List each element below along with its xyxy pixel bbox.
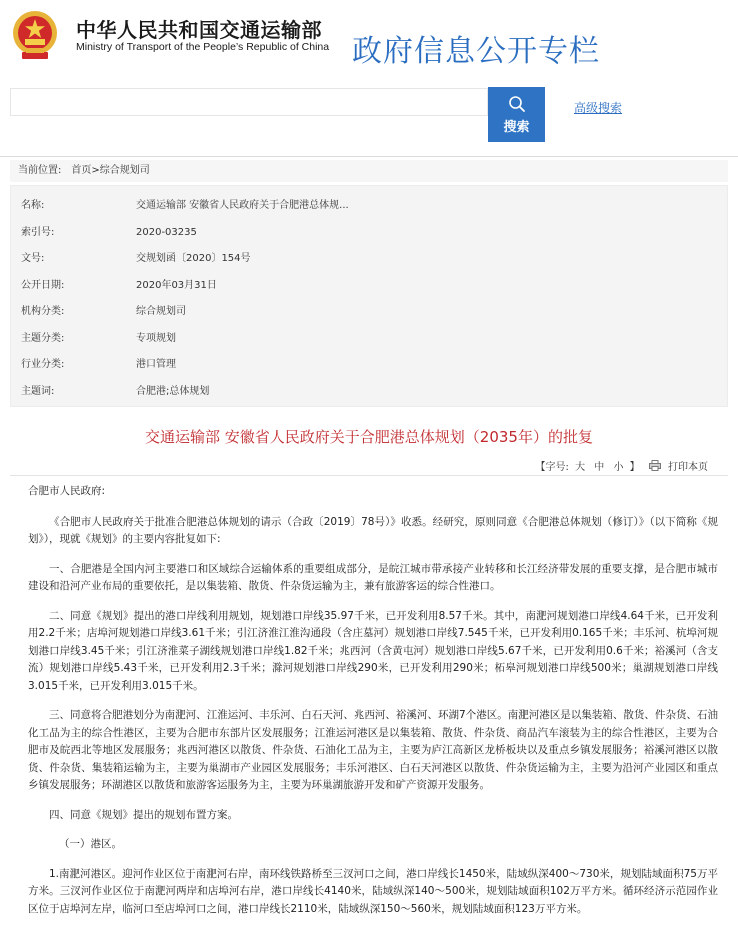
meta-row-doc-number [11,246,727,273]
document-title: 交通运输部 安徽省人民政府关于合肥港总体规划（2035年）的批复 [145,428,593,446]
divider [0,156,738,157]
breadcrumb-home[interactable]: 首页 [71,165,92,176]
font-size-bar [536,458,709,473]
breadcrumb-current[interactable]: 综合规划司 [99,165,150,176]
meta-value: 2020年03月31日 [136,279,217,291]
font-size-small[interactable]: 小 [613,462,624,473]
font-size-medium[interactable]: 中 [594,462,605,473]
meta-value: 交规划函〔2020〕154号 [136,253,251,264]
divider [10,475,728,476]
breadcrumb [10,160,728,182]
article-paragraph: 《合肥市人民政府关于批准合肥港总体规划的请示（合政〔2019〕78号）》收悉。经研究，原则同意《合肥港总体规划（修订）》（以下简称《规划》），现就《规划》的主要内容批复如下: [28,515,718,545]
article-body [28,483,718,930]
meta-label: 索引号: [21,226,55,238]
article-paragraph: 1.南淝河港区。迎河作业区位于南淝河右岸，南环线铁路桥至三汊河口之间，港口岸线长1450米，陆域纵深400～730米，规划陆域面积75万平方米。三汊河作业区位于南淝河两岸和店埠河右岸，港口岸线长4140米，陆域纵深140～500米，规划陆域面积102万平方米。循环经济示范园作业区位于店埠河左岸，临河口至店埠河口之间，港口岸线长2110米，陆域纵深150～560米，规划陆域面积123万平方米。 [28,867,718,915]
meta-value: 交通运输部 安徽省人民政府关于合肥港总体规... [136,200,349,211]
breadcrumb-separator: > [91,165,100,176]
meta-row-publish-date [11,273,727,300]
meta-row-name [11,193,727,220]
print-page-link[interactable]: 打印本页 [668,462,708,473]
search-button[interactable] [488,87,545,142]
site-header [0,0,738,78]
font-size-label: 【字号: [535,462,569,473]
meta-value: 综合规划司 [136,306,186,317]
meta-value: 合肥港;总体规划 [136,385,210,397]
meta-label: 机构分类: [21,306,65,317]
document-meta-panel [10,185,728,407]
meta-label: 文号: [21,253,45,264]
ministry-name-en: Ministry of Transport of the People’s Republic of China [76,41,330,53]
search-button-label: 搜索 [503,119,530,134]
meta-label: 公开日期: [21,279,65,291]
meta-label: 名称: [21,200,45,211]
salutation: 合肥市人民政府: [28,485,106,497]
breadcrumb-label: 当前位置: [18,165,62,176]
meta-value: 2020-03235 [136,226,197,238]
meta-label: 行业分类: [21,359,65,370]
article-paragraph: 一、合肥港是全国内河主要港口和区域综合运输体系的重要组成部分，是皖江城市带承接产业转移和长江经济带发展的重要支撑，是合肥市城市建设和沿河产业布局的重要依托，是以集装箱、散货、件杂货运输为主，兼有旅游客运的综合性港口。 [28,562,718,592]
meta-row-index [11,220,727,247]
meta-row-topic [11,326,727,353]
meta-label: 主题分类: [21,332,65,344]
article-paragraph: 四、同意《规划》提出的规划布置方案。 [49,808,238,821]
meta-value: 专项规划 [136,332,176,344]
article-subheading: （一）港区。 [59,838,122,850]
printer-icon[interactable] [649,460,661,471]
meta-value: 港口管理 [136,359,176,370]
search-icon [508,95,526,113]
advanced-search-link[interactable]: 高级搜索 [574,101,623,115]
meta-row-industry [11,352,727,379]
column-title: 政府信息公开专栏 [352,34,600,69]
meta-label: 主题词: [21,385,55,397]
search-input[interactable] [10,88,488,116]
article-paragraph: 三、同意将合肥港划分为南淝河、江淮运河、丰乐河、白石天河、兆西河、裕溪河、环湖7个港区。南淝河港区是以集装箱、散货、件杂货、石油化工品为主的综合性港区，主要为合肥市东部片区发展服务；江淮运河港区是以集装箱、散货、件杂货、商品汽车滚装为主的综合性港区，主要为合肥市及皖西北等地区发展服务；兆西河港区以散货、件杂货、石油化工品为主，主要为庐江高新区龙桥板块以及重点乡镇发展服务；裕溪河港区以散货、件杂货、集装箱运输为主，主要为巢湖市产业园区发展服务；丰乐河港区、白石天河港区以散货、件杂货运输为主，主要为沿河产业园区和重点乡镇发展服务；环湖港区以散货和旅游客运服务为主，主要为环巢湖旅游开发和矿产资源开发服务。 [28,709,718,791]
meta-row-keywords [11,379,727,406]
article-paragraph: 二、同意《规划》提出的港口岸线利用规划，规划港口岸线35.97千米，已开发利用8.57千米。其中，南淝河规划港口岸线4.64千米，已开发利用2.2千米；店埠河规划港口岸线3.61千米；引江济淮江淮沟通段（含庄墓河）规划港口岸线7.545千米，已开发利用0.165千米；丰乐河、杭埠河规划港口岸线3.45千米；引江济淮菜子湖线规划港口岸线1.82千米；兆西河（含黄屯河）规划港口岸线5.67千米，已开发利用0.6千米；裕溪河（含支流）规划港口岸线5.43千米，已开发利用2.3千米；滁河规划港口岸线290米，已开发利用290米；柘皋河规划港口岸线500米；巢湖规划港口岸线3.015千米，已开发利用3.015千米。 [28,609,718,692]
font-size-large[interactable]: 大 [575,462,586,473]
font-size-bracket: 】 [629,462,640,473]
ministry-name-cn: 中华人民共和国交通运输部 [76,18,322,42]
national-emblem-icon [8,8,62,64]
meta-row-agency [11,299,727,326]
